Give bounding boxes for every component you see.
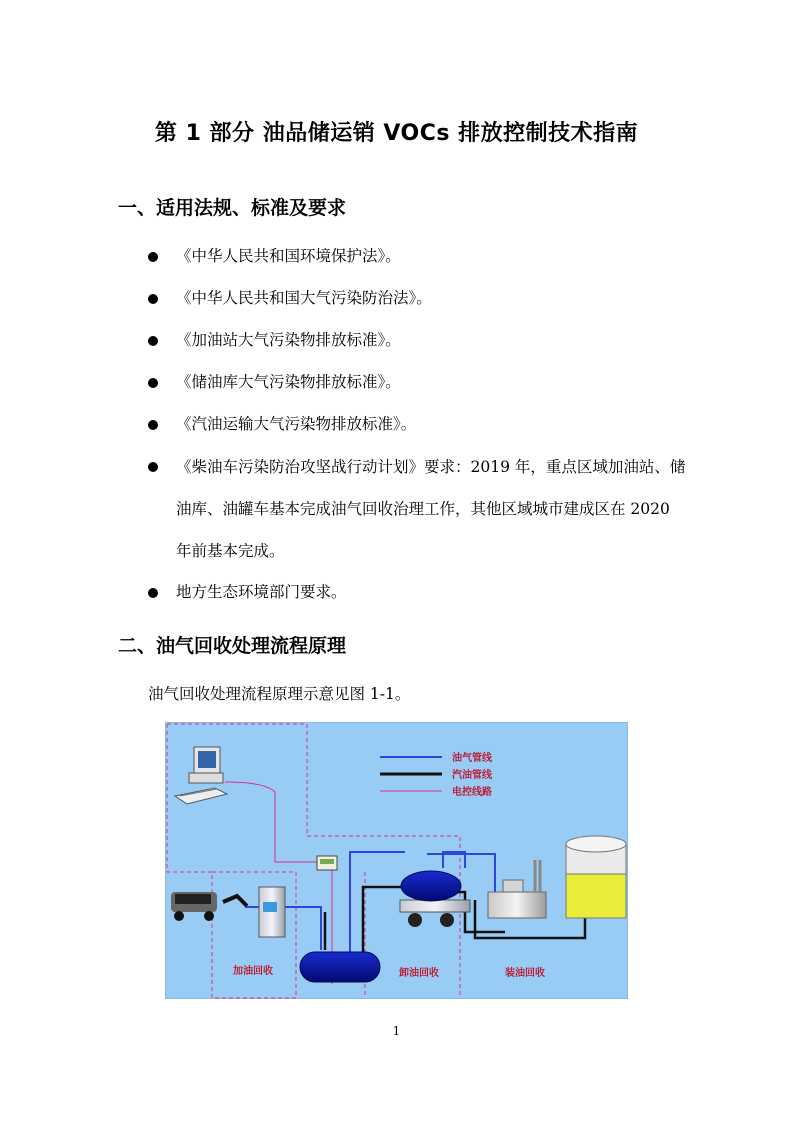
list-item-text: 《柴油车污染防治攻坚战行动计划》要求：2019 年，重点区域加油站、储油库、油罐车基本完成油气回收治理工作，其他区域城市建成区在 2020 年前基本完成。 <box>176 458 686 560</box>
legend-label-fuel: 汽油管线 <box>452 770 492 781</box>
bullet-icon <box>148 462 158 472</box>
section-heading-regulations: 一、适用法规、标准及要求 <box>118 197 347 219</box>
figure-intro-text: 油气回收处理流程原理示意见图 1-1。 <box>148 685 411 703</box>
section-heading-vapor-recovery: 二、油气回收处理流程原理 <box>118 635 347 657</box>
underground-tank-icon <box>300 952 380 984</box>
list-item <box>148 288 688 309</box>
zone-label-loading: 装油回收 <box>505 968 545 979</box>
vapor-recovery-diagram <box>165 722 628 999</box>
list-item-text: 《中华人民共和国大气污染防治法》。 <box>176 289 432 307</box>
regulations-list <box>148 246 688 624</box>
list-item-text: 《储油库大气污染物排放标准》。 <box>176 373 401 391</box>
zone-label-refueling: 加油回收 <box>233 966 273 977</box>
list-item-text: 地方生态环境部门要求。 <box>176 583 347 601</box>
zone-label-unloading: 卸油回收 <box>399 968 439 979</box>
list-item-text: 《加油站大气污染物排放标准》。 <box>176 331 401 349</box>
oil-storage-tank-icon <box>566 836 626 918</box>
list-item <box>148 330 688 351</box>
list-item <box>148 582 688 603</box>
bullet-icon <box>148 588 158 598</box>
legend-label-vapor: 油气管线 <box>452 753 492 764</box>
bullet-icon <box>148 336 158 346</box>
diagram-background <box>165 722 628 999</box>
bullet-icon <box>148 252 158 262</box>
bullet-icon <box>148 294 158 304</box>
page-number: 1 <box>392 1024 401 1038</box>
list-item-text: 《汽油运输大气污染物排放标准》。 <box>176 415 417 433</box>
fuel-dispenser-icon <box>259 887 285 937</box>
legend-label-control: 电控线路 <box>452 787 492 798</box>
bullet-icon <box>148 420 158 430</box>
list-item <box>148 246 688 267</box>
bullet-icon <box>148 378 158 388</box>
page-title: 第 1 部分 油品储运销 VOCs 排放控制技术指南 <box>154 121 639 146</box>
list-item <box>148 372 688 393</box>
list-item <box>148 446 688 572</box>
list-item-text: 《中华人民共和国环境保护法》。 <box>176 247 401 265</box>
list-item <box>148 414 688 435</box>
controller-icon <box>317 856 337 870</box>
